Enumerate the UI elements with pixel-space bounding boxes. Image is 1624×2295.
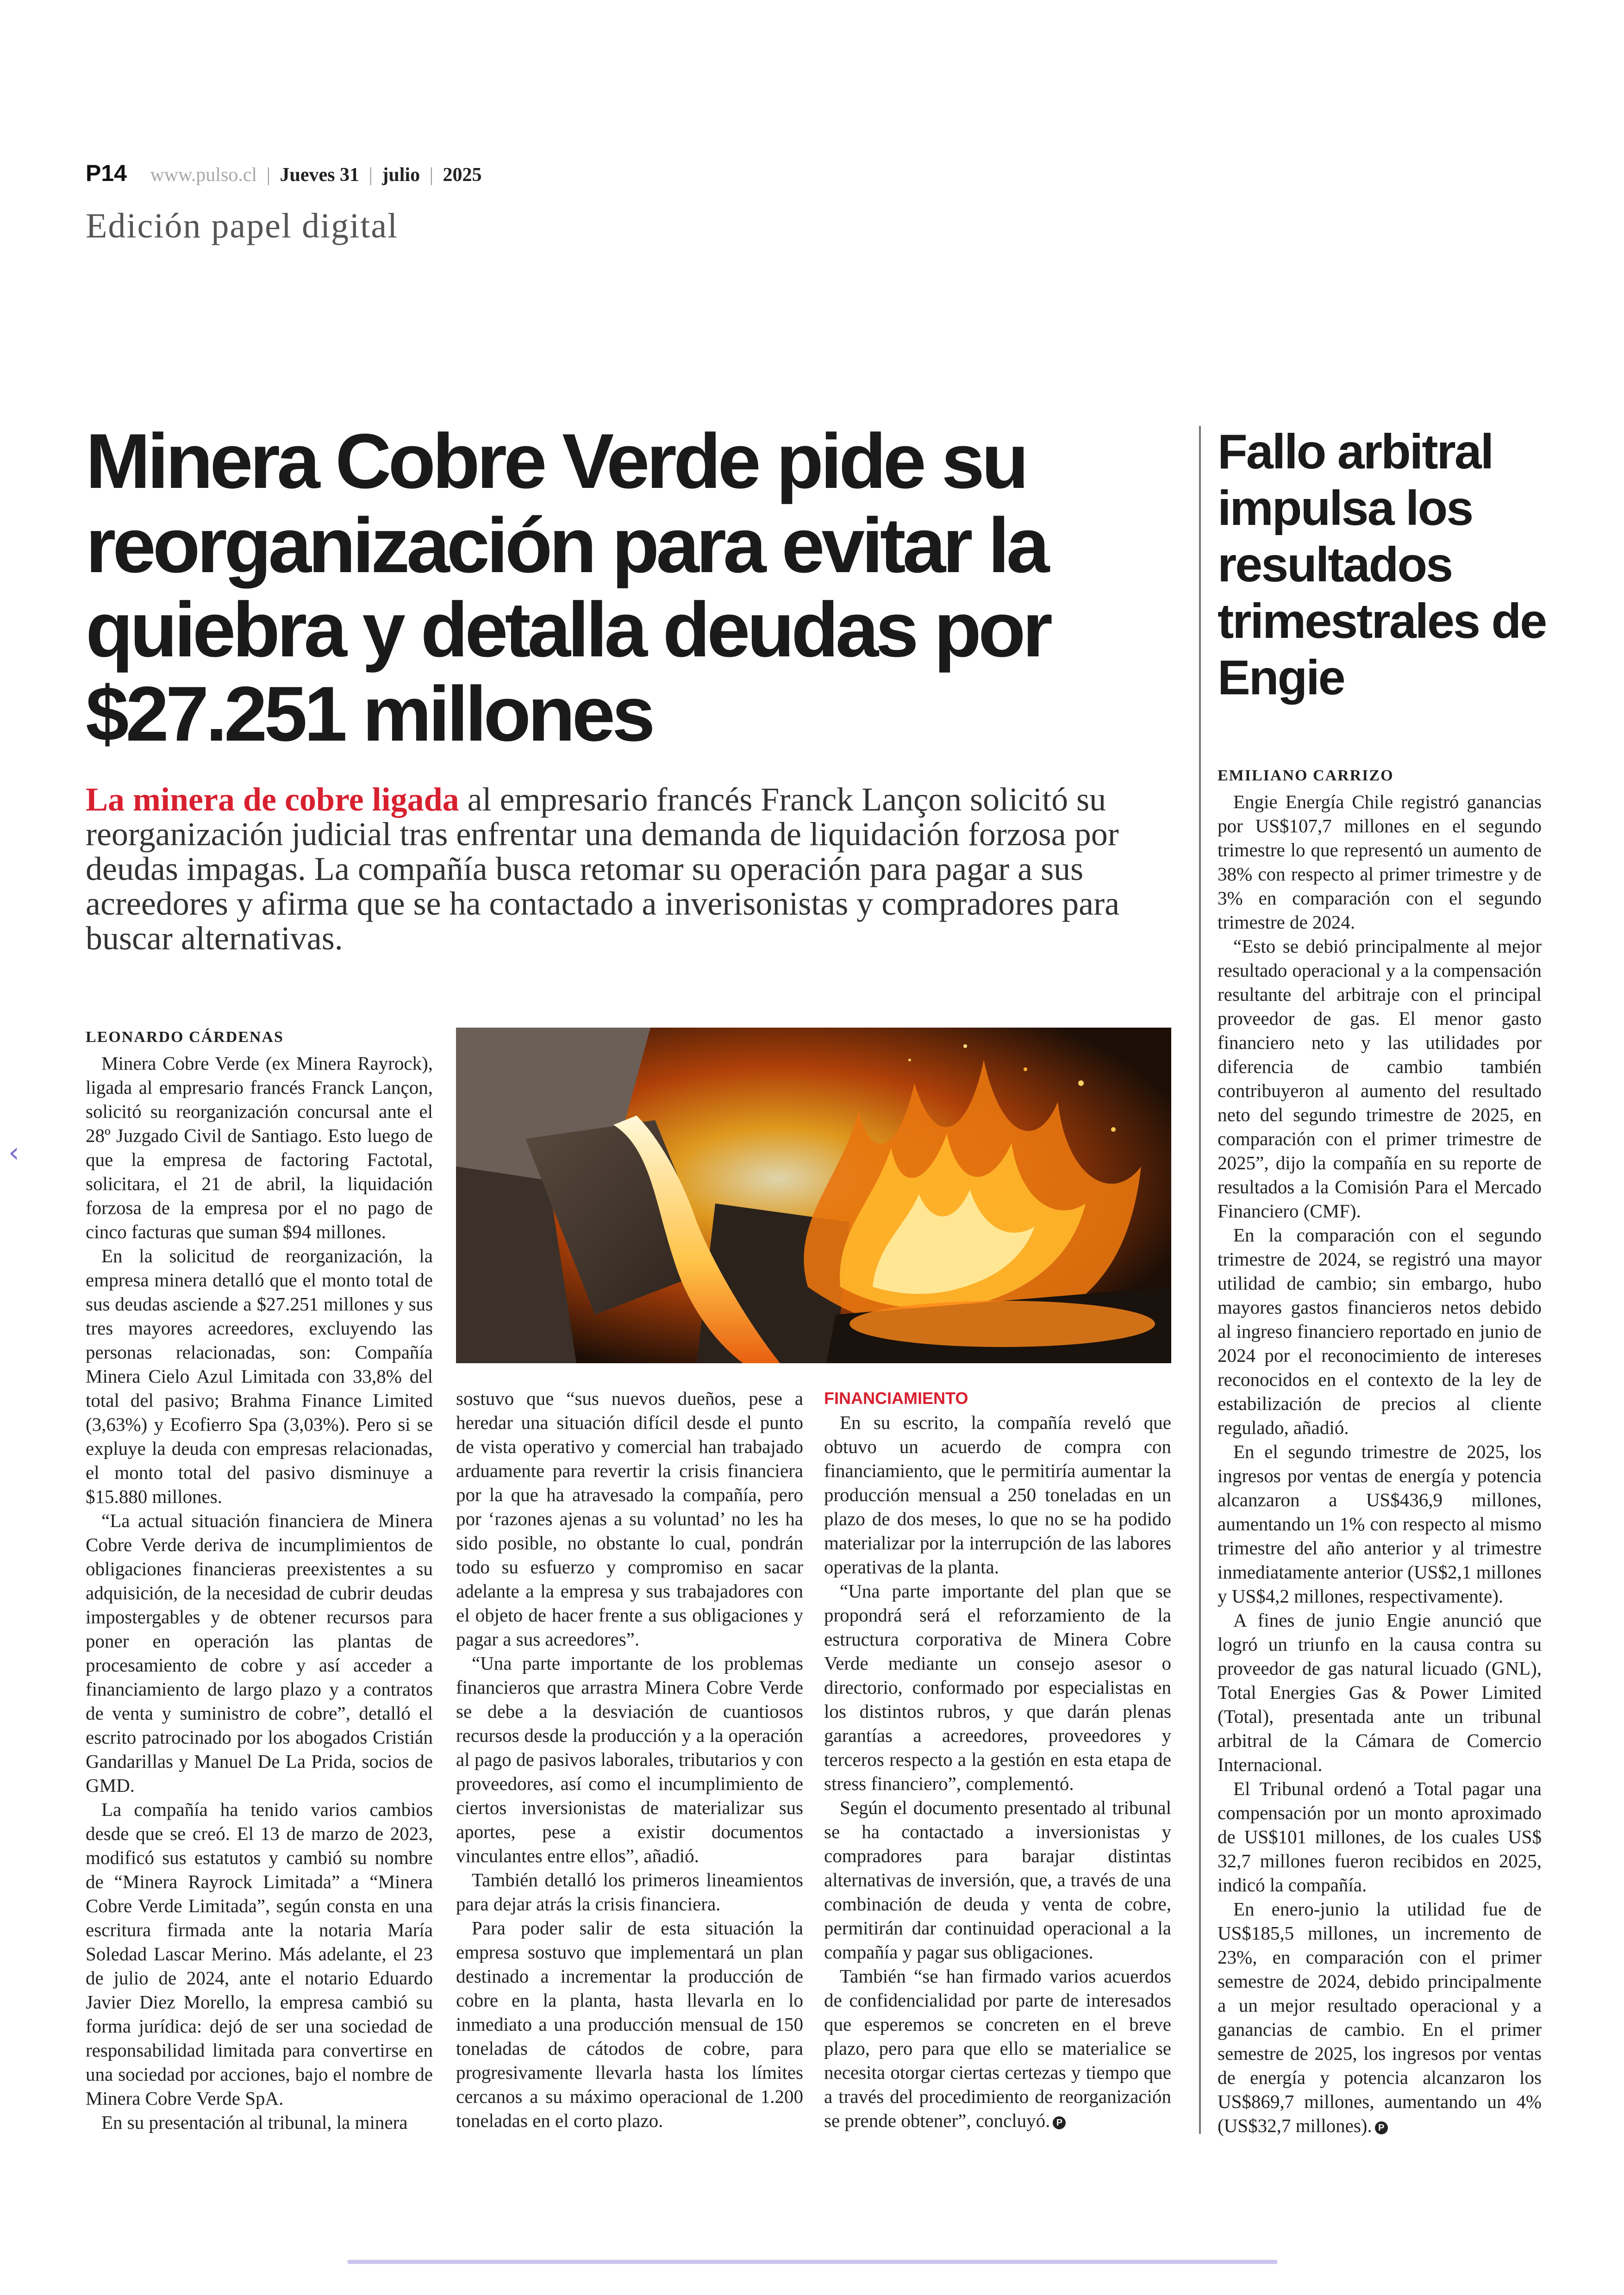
section-subhead: FINANCIAMIENTO bbox=[824, 1389, 968, 1408]
paragraph: sostuvo que “sus nuevos dueños, pese a heredar una situación difícil desde el punto de vista operativo y comercial han trabajado arduamente para revertir la crisis financiera por la que ha atravesado la compañía, pero por ‘razones ajenas a su voluntad’ no les ha sido posible, no obstante lo cual, pondrán todo su esfuerzo y compromiso en sacar adelante a la empresa y sus trabajadores con el objeto de hacer frente a sus obligaciones y pagar a sus acreedores”. bbox=[456, 1388, 803, 1650]
article-column-2 bbox=[456, 1386, 803, 2133]
paragraph: En la solicitud de reorganización, la empresa minera detalló que el monto total de sus deudas asciende a $27.251 millones y sus tres mayores acreedores, excluyendo las personas relacionadas, son: Compañía Minera Cielo Azul Limitada con 33,8% del total del pasivo; Brahma Finance Limited (3,63%) y Ecofierro Spa (3,03%). Pero si se expluye la deuda con empresas relacionadas, el monto total del pasivo disminuye a $15.880 millones. bbox=[86, 1245, 433, 1507]
paragraph: “Esto se debió principalmente al mejor resultado operacional y a la compensación resultante del arbitraje con el principal proveedor de gas. El menor gasto financiero neto y las utilidades por diferencia de cambio también contribuyeron al aumento del resultado neto del segundo trimestre de 2025, en comparación con el primer trimestre de 2025”, dijo la compañía en su reporte de resultados a la Comisión Para el Mercado Financiero (CMF). bbox=[1218, 935, 1542, 1222]
paragraph: Según el documento presentado al tribunal se ha contactado a inversionistas y compradores para barajar distintas alternativas de inversión, que, a través de una combinación de deuda y venta de cobre, permitirán dar continuidad operacional a la compañía y pagar sus obligaciones. bbox=[824, 1797, 1171, 1963]
article-photo bbox=[456, 1028, 1171, 1363]
paragraph bbox=[824, 1964, 1171, 2133]
paragraph: En su escrito, la compañía reveló que obtuvo un acuerdo de compra con financiamiento, que le permitiría aumentar la producción mensual a 250 toneladas en un plazo de dos meses, lo que no se ha podido materializar por la interrupción de las labores operativas de la planta. bbox=[824, 1412, 1171, 1578]
separator: | bbox=[266, 164, 270, 186]
site-url[interactable]: www.pulso.cl bbox=[150, 164, 257, 186]
lead-paragraph bbox=[86, 782, 1150, 956]
paragraph: En el segundo trimestre de 2025, los ingresos por ventas de energía y potencia alcanzaron a US$436,9 millones, aumentando un 1% con respecto al mismo trimestre del año anterior y al trimestre inmediatamente anterior (US$2,1 millones y US$4,2 millones, respectivamente). bbox=[1218, 1441, 1542, 1607]
date-year: 2025 bbox=[443, 164, 482, 186]
lead-highlight: La minera de cobre ligada bbox=[86, 781, 459, 818]
paragraph: “Una parte importante de los problemas financieros que arrastra Minera Cobre Verde se debe a la desviación de cuantiosos recursos desde la producción y a la operación al pago de pasivos laborales, tributarios y con proveedores, así como el incumplimiento de ciertos inversionistas de materializar sus aportes, pese a existir documentos vinculantes entre ellos”, añadió. bbox=[456, 1653, 803, 1866]
chevron-left-icon[interactable]: ‹ bbox=[8, 1136, 19, 1169]
paragraph: Minera Cobre Verde (ex Minera Rayrock), ligada al empresario francés Franck Lançon, solicitó su reorganización concursal ante el 28º Juzgado Civil de Santiago. Esto luego de que la empresa de factoring Factotal, solicitara, el 21 de abril, la liquidación forzosa de la empresa por el no pago de cinco facturas que suman $94 millones. bbox=[86, 1053, 433, 1242]
paragraph: Para poder salir de esta situación la empresa sostuvo que implementará un plan destinado a incrementar la producción de cobre en la planta, hasta llevarla en lo inmediato a una producción mensual de 150 toneladas de cátodos de cobre, para progresivamente llevarla hasta los límites cercanos a su máximo operacional de 1.200 toneladas en el corto plazo. bbox=[456, 1917, 803, 2131]
paragraph: En su presentación al tribunal, la minera bbox=[101, 2112, 408, 2133]
paragraph: La compañía ha tenido varios cambios desde que se creó. El 13 de marzo de 2023, modificó sus estatutos y cambió su nombre de “Minera Rayrock Limitada” a “Minera Cobre Verde Limitada”, según consta en una escritura firmada ante la notaria María Soledad Lascar Merino. Más adelante, el 23 de julio de 2024, ante el notario Eduardo Javier Diez Morello, la empresa cambió su forma jurídica: dejó de ser una sociedad de responsabilidad limitada para convertirse en una sociedad por acciones, bajo el nombre de Minera Cobre Verde SpA. bbox=[86, 1799, 433, 2109]
lead-text: al empresario francés Franck Lançon solicitó su reorganización judicial tras enfrentar una demanda de liquidación forzosa por deudas impagas. La compañía busca retomar su operación para pagar a sus acreedores y afirma que se ha contactado a inverisonistas y compradores para buscar alternativas. bbox=[86, 781, 1120, 957]
date-month: julio bbox=[382, 164, 420, 186]
page-header bbox=[86, 160, 482, 187]
horizontal-scrollbar[interactable] bbox=[347, 2260, 1278, 2264]
edition-label: Edición papel digital bbox=[86, 206, 399, 245]
paragraph: “La actual situación financiera de Minera Cobre Verde deriva de incumplimientos de obligaciones financieras preexistentes a su adquisición, de la necesidad de cubrir deudas impostergables y de obtener recursos para poner en operación las plantas de procesamiento de cobre y así acceder a financiamiento de largo plazo y a contratos de venta y suministro de cobre”, detalló el escrito patrocinado por los abogados Cristián Gandarillas y Manuel De La Prida, socios de GMD. bbox=[86, 1510, 433, 1796]
paragraph-text: También “se han firmado varios acuerdos de confidencialidad por parte de interesados que esperemos se concreten en el breve plazo, pero para que ello se materialice se necesita otorgar ciertas certezas y tiempo que a través del procedimiento de reorganización se prende obtener”, concluyó. bbox=[824, 1965, 1171, 2131]
main-headline: Minera Cobre Verde pide su reorganización para evitar la quiebra y detalla deudas por $27.251 millones bbox=[86, 418, 1049, 757]
byline: EMILIANO CARRIZO bbox=[1218, 767, 1394, 784]
separator: | bbox=[369, 164, 373, 186]
paragraph bbox=[1218, 1897, 1542, 2138]
sidebar-headline: Fallo arbitral impulsa los resultados trimestrales de Engie bbox=[1218, 424, 1546, 705]
paragraph: Engie Energía Chile registró ganancias por US$107,7 millones en el segundo trimestre lo que representó un aumento de 38% con respecto al primer trimestre y de 3% en comparación con el segundo trimestre de 2024. bbox=[1218, 791, 1542, 933]
smelter-flames-image bbox=[456, 1028, 1171, 1363]
end-mark-icon: P bbox=[1053, 2116, 1066, 2129]
paragraph: También detalló los primeros lineamientos para dejar atrás la crisis financiera. bbox=[456, 1869, 803, 1915]
end-mark-icon: P bbox=[1375, 2121, 1388, 2134]
sidebar-article-body bbox=[1218, 764, 1542, 2138]
sidebar-divider bbox=[1199, 426, 1201, 2134]
article-column-1 bbox=[86, 1025, 433, 2134]
byline: LEONARDO CÁRDENAS bbox=[86, 1029, 284, 1046]
paragraph: “Una parte importante del plan que se propondrá será el reforzamiento de la estructura corporativa de Minera Cobre Verde mediante un consejo asesor o directorio, conformado por especialistas en los distintos rubros, y que darán plenas garantías a acreedores, proveedores y terceros respecto a la gestión en esta etapa de stress financiero”, complementó. bbox=[824, 1580, 1171, 1794]
article-column-3 bbox=[824, 1386, 1171, 2133]
separator: | bbox=[429, 164, 434, 186]
paragraph-text: En enero-junio la utilidad fue de US$185,5 millones, un incremento de 23%, en comparación con el primer semestre de 2024, debido principalmente a un mejor resultado operacional y a ganancias de cambio. En el primer semestre de 2025, los ingresos por ventas de energía y potencia alcanzaron los US$869,7 millones, aumentando un 4% (US$32,7 millones). bbox=[1218, 1898, 1542, 2136]
paragraph: A fines de junio Engie anunció que logró un triunfo en la causa contra su proveedor de gas natural licuado (GNL), Total Energies Gas & Power Limited (Total), presentada ante un tribunal arbitral de la Cámara de Comercio Internacional. bbox=[1218, 1609, 1542, 1775]
paragraph: En la comparación con el segundo trimestre de 2024, se registró una mayor utilidad de cambio; sin embargo, hubo mayores gastos financieros netos debido al ingreso financiero reportado en junio de 2024 por el reconocimiento de intereses reconocidos en el contexto de la ley de estabilización de precios al cliente regulado, añadió. bbox=[1218, 1224, 1542, 1438]
date-day: Jueves 31 bbox=[280, 164, 359, 186]
page-number: P14 bbox=[86, 160, 127, 186]
paragraph: El Tribunal ordenó a Total pagar una compensación por un monto aproximado de US$101 millones, de los cuales US$ 32,7 millones fueron recibidos en 2025, indicó la compañía. bbox=[1218, 1778, 1542, 1896]
